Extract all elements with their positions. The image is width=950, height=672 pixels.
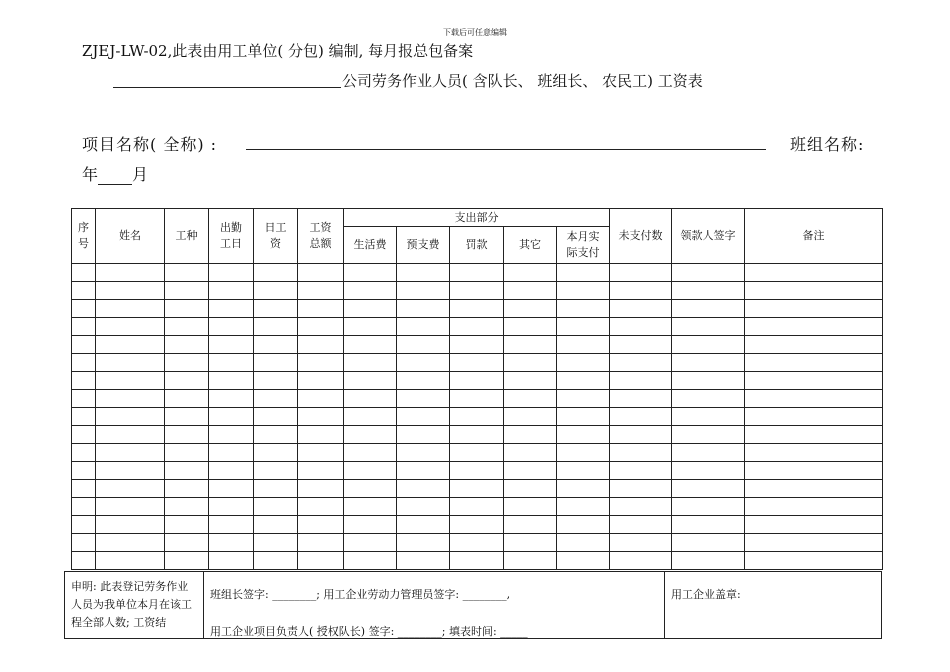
table-cell <box>209 498 254 516</box>
header-unpaid: 未支付数 <box>610 209 672 264</box>
table-cell <box>745 498 883 516</box>
table-cell <box>344 390 397 408</box>
table-cell <box>557 264 610 282</box>
table-cell <box>96 336 165 354</box>
table-cell <box>96 408 165 426</box>
table-row <box>72 534 883 552</box>
table-cell <box>610 534 672 552</box>
year-label: 年 <box>82 165 99 184</box>
table-cell <box>397 300 450 318</box>
table-cell <box>745 426 883 444</box>
table-cell <box>344 300 397 318</box>
table-cell <box>298 390 344 408</box>
table-cell <box>557 516 610 534</box>
table-cell <box>209 318 254 336</box>
table-cell <box>557 300 610 318</box>
table-cell <box>672 318 745 336</box>
table-cell <box>165 282 209 300</box>
table-cell <box>450 372 504 390</box>
table-body <box>72 264 883 570</box>
table-cell <box>610 444 672 462</box>
table-cell <box>745 534 883 552</box>
table-cell <box>209 390 254 408</box>
table-cell <box>96 534 165 552</box>
table-cell <box>165 372 209 390</box>
table-cell <box>504 552 557 570</box>
table-cell <box>209 462 254 480</box>
declaration-text: 申明: 此表登记劳务作业人员为我单位本月在该工程全部人数; 工资结 <box>65 572 204 638</box>
month-label: 月 <box>132 165 149 184</box>
table-cell <box>557 444 610 462</box>
table-cell <box>504 390 557 408</box>
table-cell <box>504 354 557 372</box>
header-attendance: 出勤工日 <box>209 209 254 264</box>
table-cell <box>397 354 450 372</box>
table-cell <box>610 426 672 444</box>
table-cell <box>344 480 397 498</box>
table-cell <box>254 336 298 354</box>
table-cell <box>672 300 745 318</box>
table-cell <box>254 552 298 570</box>
table-cell <box>397 498 450 516</box>
header-actual-paid: 本月实际支付 <box>557 227 610 264</box>
table-cell <box>557 552 610 570</box>
header-signature: 领款人签字 <box>672 209 745 264</box>
table-cell <box>450 354 504 372</box>
table-title: 公司劳务作业人员( 含队长、 班组长、 农民工) 工资表 <box>342 72 703 90</box>
table-cell <box>72 462 96 480</box>
table-row <box>72 264 883 282</box>
table-cell <box>254 390 298 408</box>
form-code-line: ZJEJ-LW-02,此表由用工单位( 分包) 编制, 每月报总包备案 <box>82 42 474 60</box>
table-cell <box>344 426 397 444</box>
table-cell <box>610 354 672 372</box>
company-name-blank <box>113 87 341 88</box>
seal-label: 用工企业盖章: <box>671 588 741 601</box>
table-cell <box>557 480 610 498</box>
table-cell <box>504 282 557 300</box>
table-cell <box>209 444 254 462</box>
table-cell <box>557 372 610 390</box>
table-row <box>72 318 883 336</box>
table-cell <box>254 408 298 426</box>
table-row <box>72 282 883 300</box>
table-cell <box>72 480 96 498</box>
table-cell <box>504 480 557 498</box>
table-cell <box>209 372 254 390</box>
signature-line-2: 用工企业项目负责人( 授权队长) 签字: ________; 填表时间: _____ <box>210 625 528 638</box>
table-cell <box>96 264 165 282</box>
table-cell <box>165 390 209 408</box>
table-cell <box>165 300 209 318</box>
table-cell <box>165 462 209 480</box>
table-cell <box>672 336 745 354</box>
table-cell <box>610 498 672 516</box>
table-cell <box>72 390 96 408</box>
table-cell <box>96 318 165 336</box>
table-cell <box>745 282 883 300</box>
table-cell <box>298 516 344 534</box>
table-cell <box>72 534 96 552</box>
table-cell <box>344 462 397 480</box>
table-cell <box>745 318 883 336</box>
table-cell <box>165 336 209 354</box>
table-cell <box>557 426 610 444</box>
table-cell <box>610 282 672 300</box>
table-cell <box>557 498 610 516</box>
header-seq: 序号 <box>72 209 96 264</box>
table-cell <box>504 318 557 336</box>
table-cell <box>745 300 883 318</box>
year-month-row <box>82 162 148 185</box>
table-cell <box>610 408 672 426</box>
table-cell <box>450 498 504 516</box>
header-living: 生活费 <box>344 227 397 264</box>
table-cell <box>298 264 344 282</box>
table-cell <box>672 480 745 498</box>
table-cell <box>745 390 883 408</box>
table-cell <box>745 480 883 498</box>
table-cell <box>557 282 610 300</box>
table-cell <box>96 426 165 444</box>
table-cell <box>344 408 397 426</box>
table-cell <box>450 426 504 444</box>
table-cell <box>344 534 397 552</box>
table-cell <box>96 282 165 300</box>
table-cell <box>504 300 557 318</box>
table-cell <box>504 426 557 444</box>
table-cell <box>672 408 745 426</box>
table-row <box>72 444 883 462</box>
table-cell <box>72 336 96 354</box>
table-cell <box>557 462 610 480</box>
table-cell <box>672 426 745 444</box>
table-cell <box>504 462 557 480</box>
table-cell <box>96 480 165 498</box>
table-cell <box>450 318 504 336</box>
table-cell <box>610 300 672 318</box>
table-cell <box>397 516 450 534</box>
table-cell <box>209 480 254 498</box>
table-cell <box>557 534 610 552</box>
table-cell <box>397 444 450 462</box>
table-cell <box>450 444 504 462</box>
table-cell <box>209 552 254 570</box>
table-cell <box>672 390 745 408</box>
header-fine: 罚款 <box>450 227 504 264</box>
table-cell <box>165 534 209 552</box>
table-cell <box>72 282 96 300</box>
table-cell <box>672 552 745 570</box>
table-cell <box>209 408 254 426</box>
table-cell <box>450 282 504 300</box>
table-cell <box>298 480 344 498</box>
table-cell <box>450 336 504 354</box>
table-cell <box>209 516 254 534</box>
table-cell <box>209 300 254 318</box>
table-cell <box>450 300 504 318</box>
table-cell <box>745 354 883 372</box>
table-cell <box>298 426 344 444</box>
table-cell <box>72 498 96 516</box>
table-cell <box>165 498 209 516</box>
table-cell <box>72 444 96 462</box>
table-cell <box>504 444 557 462</box>
table-cell <box>397 318 450 336</box>
table-cell <box>504 498 557 516</box>
table-cell <box>298 372 344 390</box>
table-cell <box>450 408 504 426</box>
table-cell <box>610 516 672 534</box>
table-row <box>72 552 883 570</box>
table-cell <box>254 516 298 534</box>
table-cell <box>397 426 450 444</box>
header-daily-wage: 日工资 <box>254 209 298 264</box>
table-row <box>72 516 883 534</box>
table-cell <box>165 264 209 282</box>
table-cell <box>96 552 165 570</box>
table-cell <box>209 264 254 282</box>
table-cell <box>397 372 450 390</box>
table-cell <box>397 408 450 426</box>
table-cell <box>165 480 209 498</box>
table-cell <box>298 318 344 336</box>
table-cell <box>450 390 504 408</box>
table-cell <box>209 426 254 444</box>
table-cell <box>298 552 344 570</box>
seal-cell <box>665 572 881 638</box>
table-cell <box>96 354 165 372</box>
footer-box <box>64 571 882 639</box>
table-cell <box>450 462 504 480</box>
table-cell <box>504 372 557 390</box>
signature-cell <box>204 572 665 638</box>
table-cell <box>450 516 504 534</box>
table-cell <box>672 516 745 534</box>
table-cell <box>450 552 504 570</box>
table-cell <box>344 444 397 462</box>
table-cell <box>397 480 450 498</box>
table-row <box>72 426 883 444</box>
table-cell <box>745 336 883 354</box>
table-cell <box>610 318 672 336</box>
table-cell <box>344 552 397 570</box>
table-cell <box>209 282 254 300</box>
table-row <box>72 498 883 516</box>
table-cell <box>745 444 883 462</box>
table-cell <box>72 354 96 372</box>
project-name-label: 项目名称( 全称) : <box>82 135 218 154</box>
table-cell <box>254 354 298 372</box>
table-cell <box>254 300 298 318</box>
table-cell <box>254 264 298 282</box>
project-name-blank <box>246 149 766 150</box>
table-cell <box>504 336 557 354</box>
table-cell <box>254 372 298 390</box>
table-cell <box>610 462 672 480</box>
table-cell <box>344 264 397 282</box>
table-cell <box>344 372 397 390</box>
table-cell <box>96 462 165 480</box>
table-cell <box>298 336 344 354</box>
table-cell <box>209 534 254 552</box>
table-cell <box>254 480 298 498</box>
table-cell <box>672 534 745 552</box>
table-row <box>72 336 883 354</box>
table-cell <box>254 318 298 336</box>
table-cell <box>96 444 165 462</box>
team-name-label: 班组名称: <box>790 135 865 154</box>
table-cell <box>610 480 672 498</box>
table-cell <box>96 390 165 408</box>
table-cell <box>557 336 610 354</box>
table-cell <box>344 282 397 300</box>
table-cell <box>165 516 209 534</box>
table-cell <box>96 498 165 516</box>
table-cell <box>672 462 745 480</box>
table-row <box>72 408 883 426</box>
header-name: 姓名 <box>96 209 165 264</box>
table-cell <box>344 516 397 534</box>
table-cell <box>344 336 397 354</box>
table-cell <box>165 426 209 444</box>
wage-table <box>71 208 883 570</box>
table-cell <box>96 516 165 534</box>
table-cell <box>745 552 883 570</box>
table-cell <box>672 372 745 390</box>
table-cell <box>344 318 397 336</box>
table-cell <box>745 264 883 282</box>
table-cell <box>450 264 504 282</box>
table-cell <box>72 300 96 318</box>
table-cell <box>254 534 298 552</box>
table-cell <box>298 444 344 462</box>
table-cell <box>254 444 298 462</box>
table-row <box>72 372 883 390</box>
header-remarks: 备注 <box>745 209 883 264</box>
table-cell <box>96 300 165 318</box>
table-cell <box>72 408 96 426</box>
table-cell <box>72 426 96 444</box>
header-advance: 预支费 <box>397 227 450 264</box>
month-blank <box>98 170 132 185</box>
table-cell <box>504 264 557 282</box>
table-cell <box>165 354 209 372</box>
table-cell <box>397 264 450 282</box>
table-cell <box>298 408 344 426</box>
table-cell <box>298 282 344 300</box>
table-cell <box>745 408 883 426</box>
table-cell <box>165 444 209 462</box>
table-cell <box>298 534 344 552</box>
table-cell <box>504 534 557 552</box>
table-cell <box>298 498 344 516</box>
table-cell <box>397 534 450 552</box>
signature-line-1: 班组长签字: ________; 用工企业劳动力管理员签字: ________, <box>210 588 511 601</box>
table-cell <box>397 336 450 354</box>
table-cell <box>610 372 672 390</box>
table-cell <box>610 552 672 570</box>
table-cell <box>397 552 450 570</box>
table-row <box>72 390 883 408</box>
table-cell <box>254 282 298 300</box>
table-cell <box>557 390 610 408</box>
table-cell <box>72 516 96 534</box>
table-cell <box>72 318 96 336</box>
table-cell <box>672 264 745 282</box>
table-cell <box>745 372 883 390</box>
table-cell <box>610 264 672 282</box>
table-cell <box>72 264 96 282</box>
header-total-wage: 工资总额 <box>298 209 344 264</box>
table-cell <box>745 462 883 480</box>
table-cell <box>450 534 504 552</box>
table-cell <box>672 354 745 372</box>
table-cell <box>96 372 165 390</box>
table-cell <box>344 498 397 516</box>
table-cell <box>397 282 450 300</box>
table-cell <box>165 318 209 336</box>
table-cell <box>557 354 610 372</box>
table-cell <box>504 408 557 426</box>
table-cell <box>557 318 610 336</box>
header-expense-group: 支出部分 <box>344 209 610 227</box>
table-cell <box>165 552 209 570</box>
table-cell <box>254 426 298 444</box>
table-cell <box>557 408 610 426</box>
table-row <box>72 480 883 498</box>
table-cell <box>672 498 745 516</box>
table-cell <box>72 372 96 390</box>
table-cell <box>254 498 298 516</box>
header-trade: 工种 <box>165 209 209 264</box>
table-cell <box>254 462 298 480</box>
table-cell <box>450 480 504 498</box>
table-cell <box>610 336 672 354</box>
header-other: 其它 <box>504 227 557 264</box>
top-note: 下载后可任意编辑 <box>443 28 507 37</box>
table-cell <box>610 390 672 408</box>
table-cell <box>298 300 344 318</box>
table-cell <box>504 516 557 534</box>
table-cell <box>344 354 397 372</box>
table-cell <box>209 336 254 354</box>
table-cell <box>672 282 745 300</box>
table-row <box>72 354 883 372</box>
table-row <box>72 300 883 318</box>
table-cell <box>298 354 344 372</box>
table-row <box>72 462 883 480</box>
table-cell <box>165 408 209 426</box>
table-cell <box>745 516 883 534</box>
table-cell <box>209 354 254 372</box>
table-cell <box>397 390 450 408</box>
table-cell <box>672 444 745 462</box>
table-cell <box>397 462 450 480</box>
table-cell <box>298 462 344 480</box>
table-cell <box>72 552 96 570</box>
